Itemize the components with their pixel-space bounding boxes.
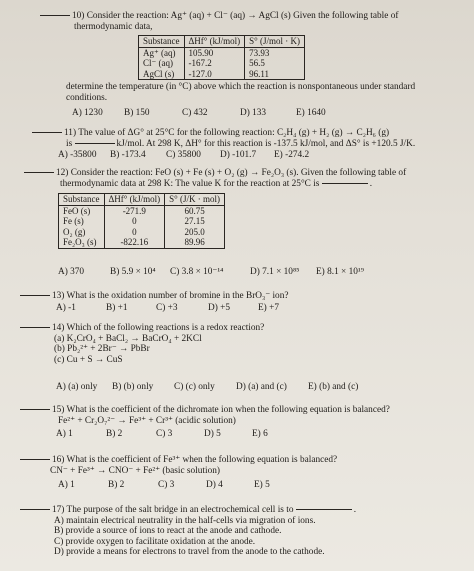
q10-options bbox=[72, 108, 326, 119]
option[interactable]: D) 5 bbox=[204, 429, 221, 439]
table-cell: Ag⁺ (aq) bbox=[139, 47, 185, 58]
option[interactable]: D) 4 bbox=[206, 480, 223, 490]
q14-line1: 14) Which of the following reactions is a redox reaction? bbox=[52, 323, 265, 333]
q10-line1: 10) Consider the reaction: Ag⁺ (aq) + Cl⁻ (aq) → AgCl (s) Given the following table of bbox=[72, 11, 399, 21]
table-header: ΔHf° (kJ/mol) bbox=[184, 36, 245, 48]
option[interactable]: C) 432 bbox=[182, 108, 208, 118]
q10-data-table bbox=[138, 35, 305, 80]
q14-reaction-a: (a) K₂CrO₄ + BaCl₂ → BaCrO₄ + 2KCl bbox=[54, 333, 202, 344]
table-cell: 105.90 bbox=[184, 47, 245, 58]
q10-line2: thermodynamic data, bbox=[74, 21, 153, 32]
q12-data-table bbox=[58, 193, 225, 249]
option[interactable]: B) (b) only bbox=[112, 382, 154, 392]
option[interactable]: E) +7 bbox=[258, 303, 279, 313]
table-header: Substance bbox=[139, 36, 185, 48]
option[interactable]: A) -1 bbox=[56, 303, 76, 313]
q15-line1: 15) What is the coefficient of the dichromate ion when the following equation is balanced? bbox=[52, 405, 390, 415]
answer-blank[interactable] bbox=[20, 458, 50, 460]
table-row bbox=[59, 227, 225, 238]
option[interactable]: C) +3 bbox=[156, 303, 178, 313]
option[interactable]: C) 3 bbox=[158, 480, 175, 490]
table-cell: 0 bbox=[104, 227, 165, 238]
answer-blank[interactable] bbox=[20, 408, 50, 410]
option[interactable]: A) 370 bbox=[58, 267, 85, 277]
q16-equation: CN⁻ + Fe³⁺ → CNO⁻ + Fe²⁺ (basic solution) bbox=[50, 465, 220, 476]
option[interactable]: D) (a) and (c) bbox=[236, 382, 287, 392]
answer-blank[interactable] bbox=[20, 294, 50, 296]
question-10 bbox=[40, 11, 398, 32]
table-cell: 205.0 bbox=[184, 226, 205, 237]
inline-blank[interactable] bbox=[296, 508, 352, 510]
table-row bbox=[59, 216, 225, 227]
q12-line2: thermodynamic data at 298 K: The value K for the reaction at 25°C is bbox=[60, 178, 320, 189]
table-cell: -822.16 bbox=[104, 237, 165, 248]
option[interactable]: B) 5.9 × 10⁴ bbox=[110, 267, 156, 277]
question-17: 17) The purpose of the salt bridge in an electrochemical cell is to . A) maintain electrical neutrality in the half-cells via migration of ions. B) provide a source of ions to react at the anode and cathode. C) provide oxygen to facilitate oxidation at the anode. D) provide a means for electrons to travel from the anode to the cathode. bbox=[20, 505, 356, 558]
q11-line2b: kJ/mol. At 298 K, ΔH° for this reaction is -137.5 kJ/mol, and ΔS° is +120.5 J/K. bbox=[116, 138, 416, 149]
table-header: S° (J/mol · K) bbox=[245, 36, 305, 48]
q10-line4: conditions. bbox=[66, 92, 108, 103]
choice-c[interactable]: C) provide oxygen to facilitate oxidation at the anode. bbox=[54, 536, 256, 547]
table-header: S° (J/K · mol) bbox=[165, 194, 225, 206]
option[interactable]: A) 1230 bbox=[72, 108, 103, 118]
option[interactable]: B) 2 bbox=[106, 429, 123, 439]
option[interactable]: C) 3 bbox=[156, 429, 173, 439]
question-15 bbox=[20, 405, 390, 426]
option[interactable]: E) 8.1 × 10¹⁹ bbox=[316, 267, 364, 277]
q11-line1: 11) The value of ΔG° at 25°C for the following reaction: C₂H₄ (g) + H₂ (g) → C₂H₆ (g) bbox=[64, 128, 390, 138]
table-row bbox=[59, 205, 225, 216]
option[interactable]: D) 133 bbox=[240, 108, 267, 118]
table-cell: AgCl (s) bbox=[139, 69, 185, 80]
table-cell: -127.0 bbox=[184, 69, 245, 80]
choice-a[interactable]: A) maintain electrical neutrality in the half-cells via migration of ions. bbox=[54, 515, 316, 526]
question-13 bbox=[20, 291, 288, 302]
table-cell: 73.93 bbox=[249, 47, 270, 58]
inline-blank[interactable] bbox=[322, 182, 368, 184]
option[interactable]: E) 1640 bbox=[296, 108, 326, 118]
option[interactable]: C) (c) only bbox=[174, 382, 215, 392]
option[interactable]: C) 35800 bbox=[166, 150, 201, 160]
question-11 bbox=[32, 128, 415, 149]
question-16 bbox=[20, 455, 337, 476]
table-cell: 60.75 bbox=[184, 205, 205, 216]
q16-line1: 16) What is the coefficient of Fe³⁺ when the following equation is balanced? bbox=[52, 455, 338, 465]
option[interactable]: E) (b) and (c) bbox=[308, 382, 359, 392]
inline-blank[interactable] bbox=[75, 142, 115, 144]
option[interactable]: C) 3.8 × 10⁻¹⁴ bbox=[170, 267, 224, 277]
option[interactable]: B) -173.4 bbox=[110, 150, 146, 160]
table-cell: 27.15 bbox=[184, 216, 205, 226]
table-row bbox=[59, 237, 225, 248]
q11-options bbox=[58, 150, 309, 161]
table-cell: 0 bbox=[104, 216, 165, 227]
q14-reaction-b: (b) Pb₂²⁺ + 2Br⁻ → PbBr bbox=[54, 344, 150, 355]
q15-options bbox=[56, 429, 268, 440]
question-12: 12) Consider the reaction: FeO (s) + Fe (s) + O₂ (g) → Fe₂O₃ (s). Given the following table of thermodynamic data at 298 K: The value K for the reaction at 25°C is . bbox=[24, 168, 406, 189]
option[interactable]: E) 5 bbox=[254, 480, 270, 490]
answer-blank[interactable] bbox=[40, 14, 70, 16]
table-header: ΔHf° (kJ/mol) bbox=[104, 194, 165, 206]
question-14 bbox=[20, 323, 264, 365]
table-header: Substance bbox=[59, 194, 105, 206]
q13-line1: 13) What is the oxidation number of bromine in the BrO₃⁻ ion? bbox=[52, 291, 289, 301]
q16-options bbox=[58, 480, 270, 491]
option[interactable]: A) (a) only bbox=[56, 382, 98, 392]
table-cell: Cl⁻ (aq) bbox=[139, 58, 185, 69]
option[interactable]: B) +1 bbox=[106, 303, 128, 313]
option[interactable]: A) 1 bbox=[58, 480, 75, 490]
q11-line2a: is bbox=[66, 138, 73, 149]
option[interactable]: B) 150 bbox=[124, 108, 150, 118]
option[interactable]: A) 1 bbox=[56, 429, 73, 439]
option[interactable]: E) 6 bbox=[252, 429, 268, 439]
table-row bbox=[139, 69, 305, 80]
q10-instructions bbox=[66, 82, 415, 103]
answer-blank[interactable] bbox=[32, 131, 62, 133]
option[interactable]: A) -35800 bbox=[58, 150, 97, 160]
option[interactable]: D) -101.7 bbox=[220, 150, 257, 160]
option[interactable]: D) 7.1 × 10⁸⁵ bbox=[250, 267, 300, 277]
q17-line1: 17) The purpose of the salt bridge in an electrochemical cell is to bbox=[52, 505, 294, 515]
option[interactable]: E) -274.2 bbox=[274, 150, 310, 160]
table-cell: 56.5 bbox=[249, 58, 265, 68]
q10-line3: determine the temperature (in °C) above which the reaction is nonspontaneous under standard bbox=[66, 82, 416, 92]
q12-line1: 12) Consider the reaction: FeO (s) + Fe (s) + O₂ (g) → Fe₂O₃ (s). Given the following table of bbox=[56, 168, 407, 178]
table-cell: Fe (s) bbox=[59, 216, 105, 227]
table-row bbox=[139, 47, 305, 58]
table-cell: FeO (s) bbox=[59, 205, 105, 216]
answer-blank[interactable] bbox=[24, 171, 54, 173]
option[interactable]: D) +5 bbox=[208, 303, 231, 313]
table-cell: 89.96 bbox=[184, 237, 205, 247]
table-cell: O₂ (g) bbox=[59, 227, 105, 238]
table-cell: 96.11 bbox=[249, 68, 270, 79]
answer-blank[interactable] bbox=[20, 326, 50, 328]
table-cell: -167.2 bbox=[184, 58, 245, 69]
table-row bbox=[139, 58, 305, 69]
table-cell: Fe₂O₃ (s) bbox=[59, 237, 105, 248]
q15-equation: Fe²⁺ + Cr₂O₇²⁻ → Fe³⁺ + Cr³⁺ (acidic solution) bbox=[58, 415, 236, 426]
q13-options bbox=[56, 303, 279, 314]
q14-options bbox=[56, 382, 358, 393]
table-cell: -271.9 bbox=[104, 205, 165, 216]
choice-d[interactable]: D) provide a means for electrons to travel from the anode to the cathode. bbox=[54, 547, 325, 558]
q14-reaction-c: (c) Cu + S → CuS bbox=[54, 354, 123, 365]
choice-b[interactable]: B) provide a source of ions to react at the anode and cathode. bbox=[54, 526, 282, 537]
answer-blank[interactable] bbox=[20, 508, 50, 510]
option[interactable]: B) 2 bbox=[108, 480, 125, 490]
q12-options bbox=[58, 267, 364, 278]
